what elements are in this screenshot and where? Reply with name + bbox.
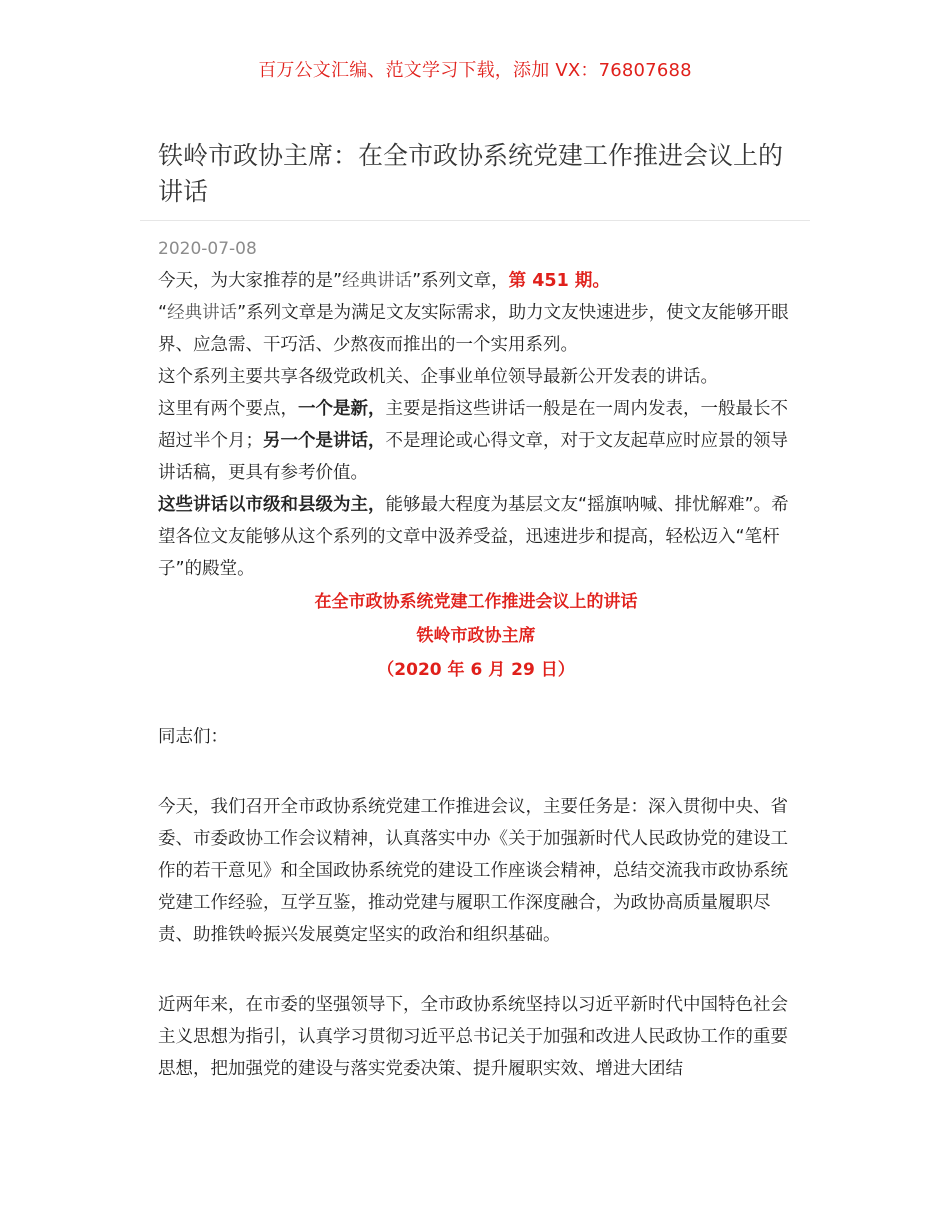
speech-title: 在全市政协系统党建工作推进会议上的讲话 (314, 592, 638, 612)
intro-paragraph-2 (158, 297, 794, 361)
body-paragraph-2: 近两年来，在市委的坚强领导下，全市政协系统坚持以习近平新时代中国特色社会主义思想为指引，认真学习贯彻习近平总书记关于加强和改进人民政协工作的重要思想，把加强党的建设与落实党委决策、提升履职实效、增进大团结 (158, 995, 788, 1079)
intro-paragraph-4 (158, 393, 794, 489)
intro-p4-c: 主要是指这些讲话一般是在一周内发表，一般最长不超过半个月； (158, 399, 788, 451)
series-name-2: 经典讲话 (167, 303, 238, 323)
intro-p4-point-new: 一个是新， (298, 399, 386, 419)
intro-p1-prefix: 今天，为大家推荐的是” (158, 271, 343, 291)
intro-paragraph-3: 这个系列主要共享各级党政机关、企事业单位领导最新公开发表的讲话。 (158, 367, 718, 387)
publish-date: 2020-07-08 (158, 239, 257, 259)
spacer (158, 951, 794, 989)
title-divider (140, 220, 810, 221)
spacer (158, 687, 794, 721)
intro-p2-quote: “ (158, 303, 168, 323)
intro-p4-a: 这里有两个要点， (158, 399, 298, 419)
intro-p4-e: 不是理论或心得文章，对于文友起草应时应景的领导讲话稿，更具有参考价值。 (158, 431, 788, 483)
body-paragraph-1: 今天，我们召开全市政协系统党建工作推进会议，主要任务是：深入贯彻中央、省委、市委政协工作会议精神，认真落实中办《关于加强新时代人民政协党的建设工作的若干意见》和全国政协系统党的建设工作座谈会精神，总结交流我市政协系统党建工作经验，互学互鉴，推动党建与履职工作深度融合，为政协高质量履职尽责、助推铁岭振兴发展奠定坚实的政治和组织基础。 (158, 797, 788, 945)
intro-p2-rest: ”系列文章是为满足文友实际需求，助力文友快速进步，使文友能够开眼界、应急需、干巧活、少熬夜而推出的一个实用系列。 (158, 303, 789, 355)
spacer (158, 753, 794, 791)
issue-number: 第 451 期。 (508, 271, 610, 291)
intro-p4-point-speech: 另一个是讲话， (263, 431, 386, 451)
promo-banner: 百万公文汇编、范文学习下载，添加 VX：76807688 (258, 60, 692, 81)
intro-paragraph-1 (158, 265, 794, 297)
article-title: 铁岭市政协主席：在全市政协系统党建工作推进会议上的讲话 (158, 141, 784, 206)
speech-date: （2020 年 6 月 29 日） (377, 660, 575, 680)
series-name: 经典讲话 (342, 271, 413, 291)
article-content (158, 265, 794, 1085)
salutation: 同志们： (158, 727, 228, 747)
intro-p5-rest: 能够最大程度为基层文友“摇旗呐喊、排忧解难”。希望各位文友能够从这个系列的文章中汲养受益，迅速进步和提高，轻松迈入“笔杆子”的殿堂。 (158, 495, 789, 579)
speech-speaker: 铁岭市政协主席 (416, 626, 536, 646)
intro-p1-middle: ”系列文章， (412, 271, 509, 291)
intro-paragraph-5 (158, 489, 794, 585)
intro-p5-bold: 这些讲话以市级和县级为主， (158, 495, 386, 515)
